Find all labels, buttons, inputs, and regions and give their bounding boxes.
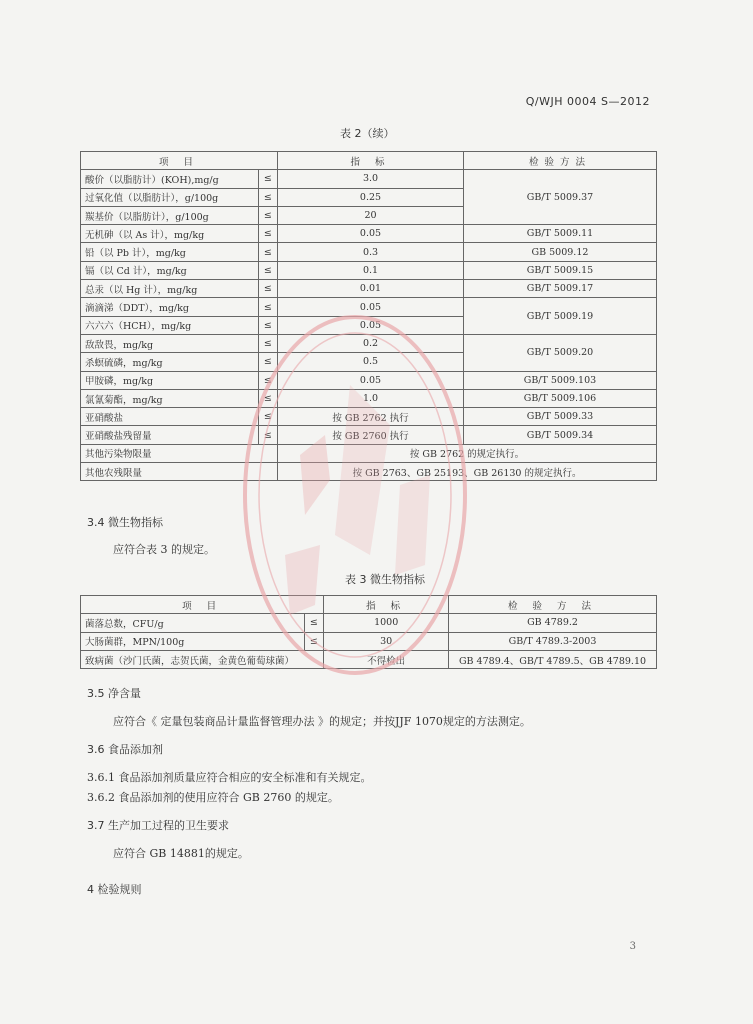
section-3-4-heading: 3.4 微生物指标	[87, 516, 163, 529]
row-merged-value: 按 GB 2762 的规定执行。	[278, 444, 657, 462]
row-item: 酸价（以脂肪计）(KOH),mg/g	[81, 170, 259, 188]
table-row	[81, 444, 657, 462]
row-sym: ≤	[258, 334, 277, 352]
section-3-4-text: 应符合表 3 的规定。	[113, 543, 215, 556]
row-value: 0.2	[278, 334, 464, 352]
row-value: 按 GB 2760 执行	[278, 426, 464, 444]
row-item: 过氧化值（以脂肪计），g/100g	[81, 188, 259, 206]
section-4-heading: 4 检验规则	[87, 883, 142, 896]
row-method: GB/T 4789.3-2003	[449, 632, 657, 650]
table-row	[81, 170, 657, 188]
table2-caption: 表 2（续）	[340, 127, 395, 140]
table-row	[81, 650, 657, 668]
section-3-5-text: 应符合《 定量包装商品计量监督管理办法 》的规定；并按JJF 1070规定的方法测定。	[113, 715, 531, 728]
row-value: 0.3	[278, 243, 464, 261]
row-item: 滴滴涕（DDT），mg/kg	[81, 298, 259, 316]
row-method: GB 5009.12	[463, 243, 656, 261]
table-row	[81, 408, 657, 426]
row-item: 六六六（HCH），mg/kg	[81, 316, 259, 334]
row-sym: ≤	[258, 426, 277, 444]
row-item: 羰基价（以脂肪计），g/100g	[81, 206, 259, 224]
row-sym: ≤	[258, 353, 277, 371]
row-method: GB/T 5009.20	[463, 334, 656, 371]
section-3-6-2: 3.6.2 食品添加剂的使用应符合 GB 2760 的规定。	[87, 791, 339, 804]
table-row	[81, 463, 657, 481]
row-item: 无机砷（以 As 计），mg/kg	[81, 225, 259, 243]
row-item: 菌落总数，CFU/g	[81, 614, 305, 632]
section-3-6-heading: 3.6 食品添加剂	[87, 743, 163, 756]
row-merged-value: 按 GB 2763、GB 25193、GB 26130 的规定执行。	[278, 463, 657, 481]
row-item: 镉（以 Cd 计），mg/kg	[81, 261, 259, 279]
row-sym: ≤	[258, 243, 277, 261]
header-item: 项 目	[81, 152, 278, 170]
row-value: 30	[324, 632, 449, 650]
row-value: 0.05	[278, 371, 464, 389]
row-method: GB/T 5009.11	[463, 225, 656, 243]
section-3-7-heading: 3.7 生产加工过程的卫生要求	[87, 819, 229, 832]
row-sym: ≤	[258, 170, 277, 188]
table-row	[81, 426, 657, 444]
header-method: 检 验 方 法	[449, 596, 657, 614]
row-value: 3.0	[278, 170, 464, 188]
row-item: 氯氰菊酯，mg/kg	[81, 389, 259, 407]
row-item: 铅（以 Pb 计），mg/kg	[81, 243, 259, 261]
row-value: 0.25	[278, 188, 464, 206]
section-3-7-text: 应符合 GB 14881的规定。	[113, 847, 249, 860]
table-row	[81, 632, 657, 650]
row-value: 0.01	[278, 280, 464, 298]
table-row	[81, 298, 657, 316]
row-item: 致病菌（沙门氏菌，志贺氏菌，金黄色葡萄球菌）	[81, 650, 324, 668]
row-value: 0.5	[278, 353, 464, 371]
header-method: 检验方法	[463, 152, 656, 170]
header-value: 指 标	[278, 152, 464, 170]
row-item: 杀螟硫磷，mg/kg	[81, 353, 259, 371]
row-value: 0.05	[278, 225, 464, 243]
row-method: GB/T 5009.19	[463, 298, 656, 335]
row-sym: ≤	[258, 298, 277, 316]
row-value: 20	[278, 206, 464, 224]
header-item: 项 目	[81, 596, 324, 614]
row-method: GB 4789.2	[449, 614, 657, 632]
table-row	[81, 371, 657, 389]
row-method: GB/T 5009.106	[463, 389, 656, 407]
row-item: 亚硝酸盐残留量	[81, 426, 259, 444]
row-method: GB/T 5009.33	[463, 408, 656, 426]
row-sym: ≤	[304, 632, 324, 650]
row-value: 0.1	[278, 261, 464, 279]
row-sym: ≤	[258, 261, 277, 279]
row-item: 敌敌畏，mg/kg	[81, 334, 259, 352]
row-item: 甲胺磷，mg/kg	[81, 371, 259, 389]
table-row	[81, 614, 657, 632]
row-sym: ≤	[258, 316, 277, 334]
table-header-row	[81, 152, 657, 170]
page-number: 3	[629, 941, 636, 952]
table2	[80, 151, 657, 481]
row-value: 按 GB 2762 执行	[278, 408, 464, 426]
table-row	[81, 334, 657, 352]
table-row	[81, 280, 657, 298]
row-value: 1.0	[278, 389, 464, 407]
row-value: 0.05	[278, 316, 464, 334]
row-sym: ≤	[258, 371, 277, 389]
row-item: 其他农残限量	[81, 463, 278, 481]
row-value: 0.05	[278, 298, 464, 316]
row-method: GB/T 5009.103	[463, 371, 656, 389]
row-method: GB 4789.4、GB/T 4789.5、GB 4789.10	[449, 650, 657, 668]
table-row	[81, 261, 657, 279]
section-3-6-1: 3.6.1 食品添加剂质量应符合相应的安全标准和有关规定。	[87, 771, 372, 784]
table-row	[81, 389, 657, 407]
row-sym: ≤	[258, 389, 277, 407]
row-method: GB/T 5009.15	[463, 261, 656, 279]
row-sym: ≤	[258, 188, 277, 206]
row-item: 总汞（以 Hg 计），mg/kg	[81, 280, 259, 298]
table3-caption: 表 3 微生物指标	[345, 573, 425, 586]
row-item: 其他污染物限量	[81, 444, 278, 462]
row-value: 不得检出	[324, 650, 449, 668]
row-method: GB/T 5009.37	[463, 170, 656, 225]
row-sym: ≤	[258, 280, 277, 298]
table3	[80, 595, 657, 669]
row-value: 1000	[324, 614, 449, 632]
row-sym: ≤	[258, 408, 277, 426]
row-sym: ≤	[304, 614, 324, 632]
row-method: GB/T 5009.34	[463, 426, 656, 444]
row-sym: ≤	[258, 206, 277, 224]
row-item: 亚硝酸盐	[81, 408, 259, 426]
table-header-row	[81, 596, 657, 614]
table-row	[81, 225, 657, 243]
section-3-5-heading: 3.5 净含量	[87, 687, 141, 700]
row-sym: ≤	[258, 225, 277, 243]
row-item: 大肠菌群，MPN/100g	[81, 632, 305, 650]
header-value: 指 标	[324, 596, 449, 614]
row-method: GB/T 5009.17	[463, 280, 656, 298]
table-row	[81, 243, 657, 261]
standard-code: Q/WJH 0004 S—2012	[525, 95, 650, 108]
